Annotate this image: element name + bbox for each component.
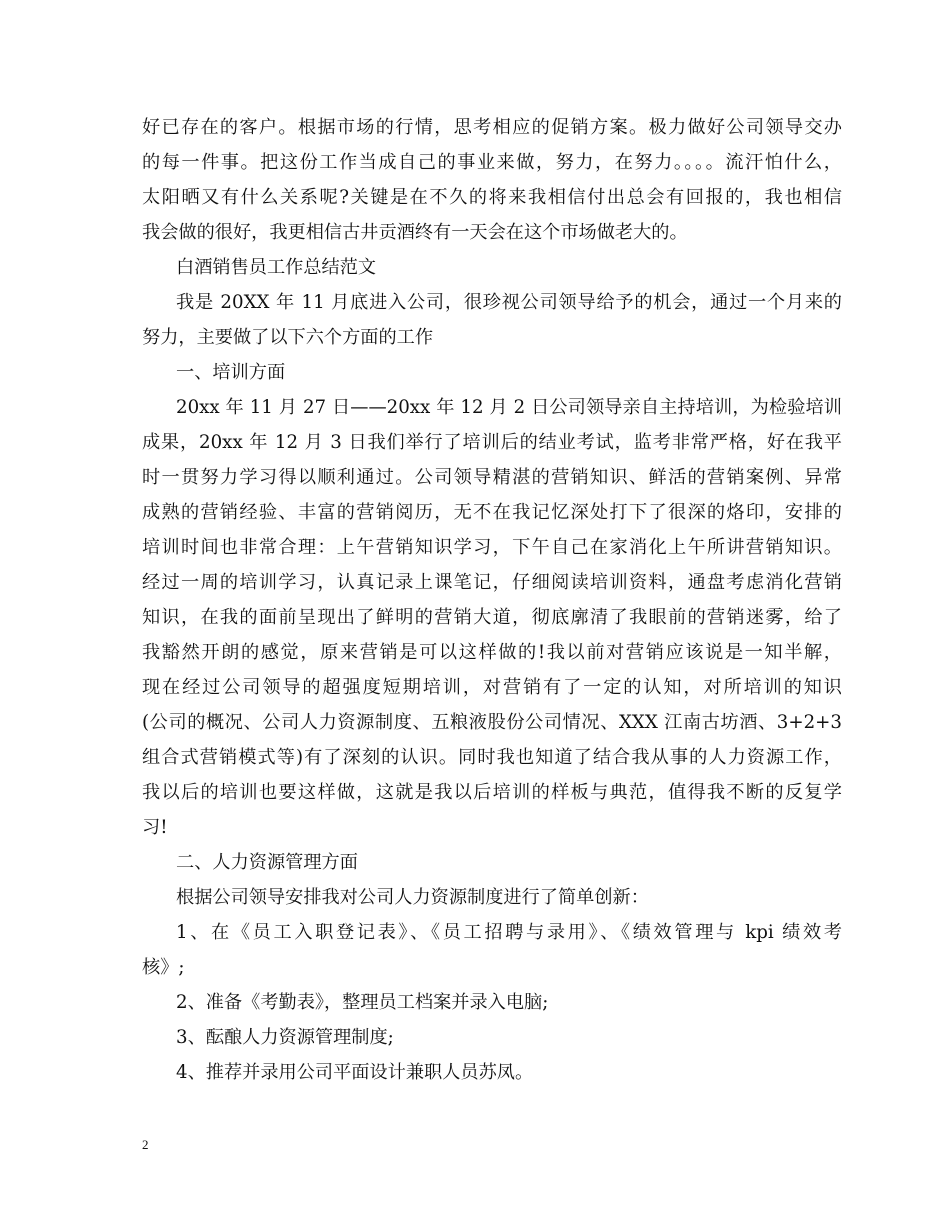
paragraph-line: 我会做的很好，我更相信古井贡酒终有一天会在这个市场做老大的。 xyxy=(142,222,688,243)
section-heading: 二、人力资源管理方面 xyxy=(176,852,358,873)
paragraph-line: 习! xyxy=(142,817,168,838)
paragraph-line: 好已存在的客户。根据市场的行情，思考相应的促销方案。极力做好公司领导交办 xyxy=(142,117,842,138)
paragraph-line: 的每一件事。把这份工作当成自己的事业来做，努力，在努力。。。。流汗怕什么， xyxy=(142,152,842,173)
paragraph-line: 现在经过公司领导的超强度短期培训，对营销有了一定的认知，对所培训的知识 xyxy=(142,677,842,698)
paragraph-line: 组合式营销模式等)有了深刻的认识。同时我也知道了结合我从事的人力资源工作， xyxy=(142,747,842,768)
list-item: 1、在《员工入职登记表》、《员工招聘与录用》、《绩效管理与 kpi 绩效考 xyxy=(176,922,842,943)
paragraph-line: 20xx 年 11 月 27 日——20xx 年 12 月 2 日公司领导亲自主持培训，为检验培训 xyxy=(176,397,842,418)
paragraph-line: 努力，主要做了以下六个方面的工作 xyxy=(142,327,434,348)
paragraph-line: 知识，在我的面前呈现出了鲜明的营销大道，彻底廓清了我眼前的营销迷雾，给了 xyxy=(142,607,842,628)
page-number: 2 xyxy=(142,1137,149,1152)
body-text xyxy=(142,110,842,1090)
paragraph-line: 根据公司领导安排我对公司人力资源制度进行了简单创新： xyxy=(176,887,649,908)
paragraph-line: 我是 20XX 年 11 月底进入公司，很珍视公司领导给予的机会，通过一个月来的 xyxy=(176,292,842,313)
section-title: 白酒销售员工作总结范文 xyxy=(176,257,377,278)
section-heading: 一、培训方面 xyxy=(176,362,286,383)
list-item-continuation: 核》; xyxy=(142,957,185,978)
paragraph-line: 我豁然开朗的感觉，原来营销是可以这样做的!我以前对营销应该说是一知半解， xyxy=(142,642,842,663)
paragraph-line: 时一贯努力学习得以顺利通过。公司领导精湛的营销知识、鲜活的营销案例、异常 xyxy=(142,467,842,488)
list-item: 4、推荐并录用公司平面设计兼职人员苏凤。 xyxy=(176,1062,534,1083)
list-item: 3、酝酿人力资源管理制度; xyxy=(176,1027,394,1048)
paragraph-line: 成熟的营销经验、丰富的营销阅历，无不在我记忆深处打下了很深的烙印，安排的 xyxy=(142,502,842,523)
paragraph-line: 我以后的培训也要这样做，这就是我以后培训的样板与典范，值得我不断的反复学 xyxy=(142,782,842,803)
paragraph-line: 培训时间也非常合理：上午营销知识学习，下午自己在家消化上午所讲营销知识。 xyxy=(142,537,842,558)
paragraph-line: 经过一周的培训学习，认真记录上课笔记，仔细阅读培训资料，通盘考虑消化营销 xyxy=(142,572,842,593)
paragraph-line: 太阳晒又有什么关系呢?关键是在不久的将来我相信付出总会有回报的，我也相信 xyxy=(142,187,842,208)
list-item: 2、准备《考勤表》，整理员工档案并录入电脑; xyxy=(176,992,549,1013)
paragraph-line: 成果，20xx 年 12 月 3 日我们举行了培训后的结业考试，监考非常严格，好在我平 xyxy=(142,432,842,453)
paragraph-line: (公司的概况、公司人力资源制度、五粮液股份公司情况、XXX 江南古坊酒、3+2+3 xyxy=(142,712,842,733)
